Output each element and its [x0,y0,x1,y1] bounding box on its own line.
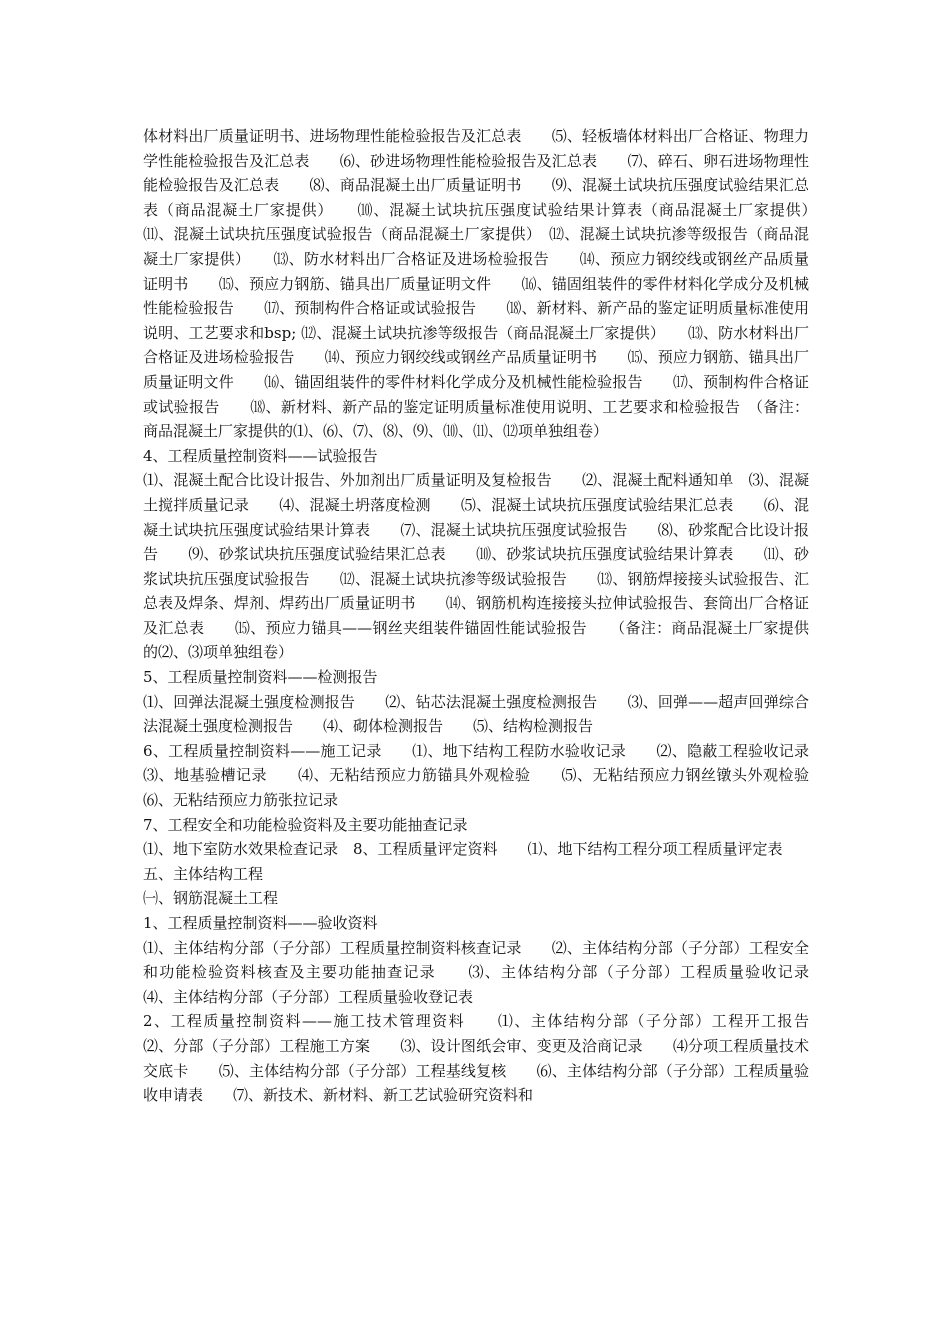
document-page [143,124,840,1108]
paragraph-construction-records: 6、工程质量控制资料——施工记录 ⑴、地下结构工程防水验收记录 ⑵、隐蔽工程验收记录 ⑶、地基验槽记录 ⑷、无粘结预应力筋锚具外观检验 ⑸、无粘结预应力钢丝镦头外观检验 ⑹、无粘结预应力筋张拉记录 [143,741,840,810]
heading-main-structure: 五、主体结构工程 [143,864,264,883]
paragraph-test-reports: ⑴、混凝土配合比设计报告、外加剂出厂质量证明及复检报告 ⑵、混凝土配料通知单 ⑶、混凝土搅拌质量记录 ⑷、混凝土坍落度检测 ⑸、混凝土试块抗压强度试验结果汇总表 ⑹、混凝土试块抗压强度试验结果计算表 ⑺、混凝土试块抗压强度试验报告 ⑻、砂浆配合比设计报告 ⑼、砂浆试块抗压强度试验结果汇总表 ⑽、砂浆试块抗压强度试验结果计算表 ⑾、砂浆试块抗压强度试验报告 ⑿、混凝土试块抗渗等级试验报告 ⒀、钢筋焊接接头试验报告、汇总表及焊条、焊剂、焊药出厂质量证明书 ⒁、钢筋机构连接接头拉伸试验报告、套筒出厂合格证及汇总表 ⒂、预应力锚具——钢丝夹组装件锚固性能试验报告 （备注：商品混凝土厂家提供的⑵、⑶项单独组卷） [143,471,809,662]
heading-acceptance-materials: 1、工程质量控制资料——验收资料 [143,914,378,932]
heading-inspection-reports: 5、工程质量控制资料——检测报告 [143,668,378,687]
heading-safety-function-checks: 7、工程安全和功能检验资料及主要功能抽查记录 [143,815,468,834]
paragraph-materials-list: 体材料出厂质量证明书、进场物理性能检验报告及汇总表 ⑸、轻板墙体材料出厂合格证、物理力学性能检验报告及汇总表 ⑹、砂进场物理性能检验报告及汇总表 ⑺、碎石、卵石进场物理性能检验报告及汇总表 ⑻、商品混凝土出厂质量证明书 ⑼、混凝土试块抗压强度试验结果汇总表（商品混凝土厂家提供） ⑽、混凝土试块抗压强度试验结果计算表（商品混凝土厂家提供） ⑾、混凝土试块抗压强度试验报告（商品混凝土厂家提供） ⑿、混凝土试块抗渗等级报告（商品混凝土厂家提供） ⒀、防水材料出厂合格证及进场检验报告 ⒁、预应力钢绞线或钢丝产品质量证明书 ⒂、预应力钢筋、锚具出厂质量证明文件 ⒃、锚固组装件的零件材料化学成分及机械性能检验报告 ⒄、预制构件合格证或试验报告 ⒅、新材料、新产品的鉴定证明质量标准使用说明、工艺要求和bsp; ⑿、混凝土试块抗渗等级报告（商品混凝土厂家提供） ⒀、防水材料出厂合格证及进场检验报告 ⒁、预应力钢绞线或钢丝产品质量证明书 ⒂、预应力钢筋、锚具出厂质量证明文件 ⒃、锚固组装件的零件材料化学成分及机械性能检验报告 ⒄、预制构件合格证或试验报告 ⒅、新材料、新产品的鉴定证明质量标准使用说明、工艺要求和检验报告 （备注：商品混凝土厂家提供的⑴、⑹、⑺、⑻、⑼、⑽、⑾、⑿项单独组卷） [143,127,840,441]
heading-test-reports: 4、工程质量控制资料——试验报告 [143,446,378,465]
heading-reinforced-concrete: ㈠、钢筋混凝土工程 [143,889,279,908]
paragraph-acceptance-materials: ⑴、主体结构分部（子分部）工程质量控制资料核查记录 ⑵、主体结构分部（子分部）工程安全和功能检验资料核查及主要功能抽查记录 ⑶、主体结构分部（子分部）工程质量验收记录 ⑷、主体结构分部（子分部）工程质量验收登记表 [143,938,840,1006]
paragraph-inspection-reports: ⑴、回弹法混凝土强度检测报告 ⑵、钻芯法混凝土强度检测报告 ⑶、回弹——超声回弹综合法混凝土强度检测报告 ⑷、砌体检测报告 ⑸、结构检测报告 [143,692,809,736]
paragraph-technical-management: 2、工程质量控制资料——施工技术管理资料 ⑴、主体结构分部（子分部）工程开工报告 ⑵、分部（子分部）工程施工方案 ⑶、设计图纸会审、变更及洽商记录 ⑷分项工程质量技术交底卡 ⑸、主体结构分部（子分部）工程基线复核 ⑹、主体结构分部（子分部）工程质量验收申请表 ⑺、新技术、新材料、新工艺试验研究资料和 [143,1012,840,1105]
paragraph-safety-and-evaluation: ⑴、地下室防水效果检查记录 8、工程质量评定资料 ⑴、地下结构工程分项工程质量评定表 [143,840,783,859]
